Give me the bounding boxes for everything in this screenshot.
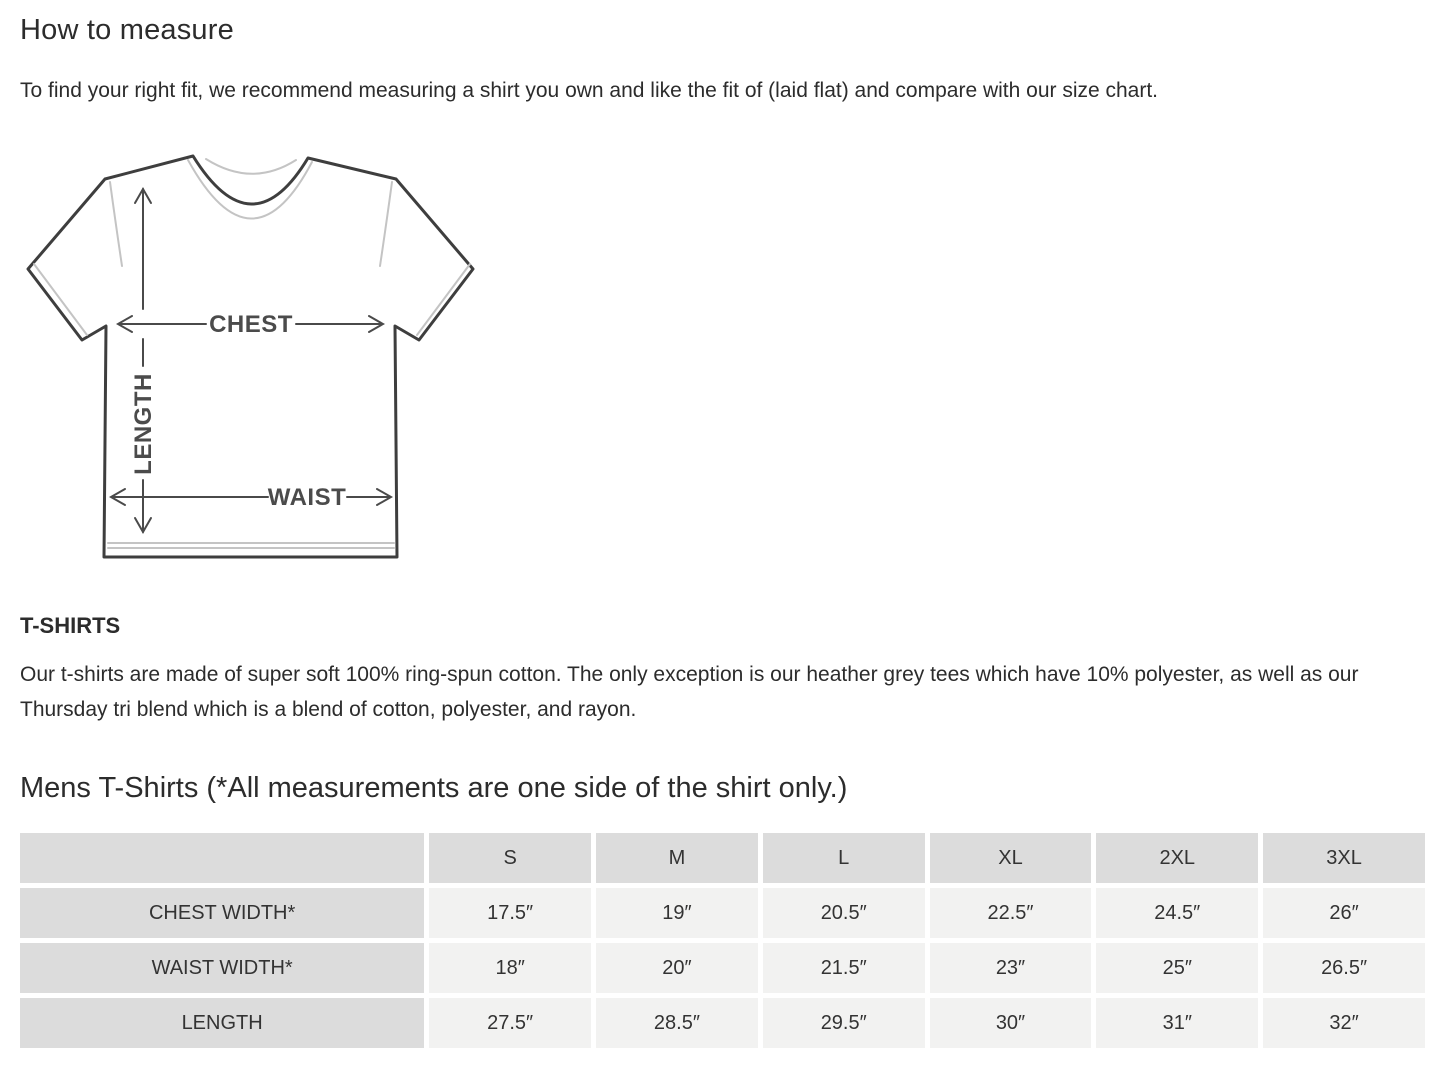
measurement-value-cell: 26″	[1263, 888, 1425, 938]
measurement-value-cell: 26.5″	[1263, 943, 1425, 993]
size-chart-wrapper	[15, 828, 1430, 1053]
measurement-row-label: WAIST WIDTH*	[20, 943, 424, 993]
measurement-value-cell: 28.5″	[596, 998, 758, 1048]
length-label: LENGTH	[130, 373, 157, 476]
collar-back-seam	[206, 159, 296, 174]
mens-tshirts-table-title: Mens T-Shirts (*All measurements are one side of the shirt only.)	[20, 772, 848, 805]
measurement-value-cell: 27.5″	[429, 998, 591, 1048]
measurement-row	[20, 998, 1425, 1048]
size-table-head-row	[20, 833, 1425, 883]
measurement-value-cell: 30″	[930, 998, 1092, 1048]
measurement-value-cell: 23″	[930, 943, 1092, 993]
tshirts-heading: T-SHIRTS	[20, 613, 121, 639]
size-column-header: L	[763, 833, 925, 883]
size-column-header: M	[596, 833, 758, 883]
measurement-value-cell: 18″	[429, 943, 591, 993]
measurement-value-cell: 20″	[596, 943, 758, 993]
measurement-row-label: CHEST WIDTH*	[20, 888, 424, 938]
measurement-value-cell: 20.5″	[763, 888, 925, 938]
page-title: How to measure	[20, 14, 234, 46]
measurement-value-cell: 29.5″	[763, 998, 925, 1048]
size-column-header: S	[429, 833, 591, 883]
measurement-value-cell: 19″	[596, 888, 758, 938]
measurement-row	[20, 888, 1425, 938]
tshirts-description: Our t-shirts are made of super soft 100% ring-spun cotton. The only exception is our heather grey tees which have 10% polyester, as well as our Thursday tri blend which is a blend of cotton, polyester, and rayon.	[20, 663, 1359, 722]
measurement-value-cell: 31″	[1096, 998, 1258, 1048]
chest-label: CHEST	[209, 311, 293, 339]
size-column-header: 3XL	[1263, 833, 1425, 883]
size-column-header: 2XL	[1096, 833, 1258, 883]
measurement-value-cell: 25″	[1096, 943, 1258, 993]
measurement-row-label: LENGTH	[20, 998, 424, 1048]
measurement-value-cell: 24.5″	[1096, 888, 1258, 938]
measurement-value-cell: 22.5″	[930, 888, 1092, 938]
waist-label: WAIST	[267, 484, 347, 512]
measurement-row	[20, 943, 1425, 993]
measurement-value-cell: 17.5″	[429, 888, 591, 938]
size-table-body	[20, 888, 1425, 1048]
table-corner-cell	[20, 833, 424, 883]
size-chart-table	[15, 828, 1430, 1053]
tshirt-diagram-svg	[20, 146, 500, 566]
intro-paragraph: To find your right fit, we recommend measuring a shirt you own and like the fit of (laid flat) and compare with our size chart.	[20, 79, 1159, 103]
size-column-header: XL	[930, 833, 1092, 883]
measurement-value-cell: 21.5″	[763, 943, 925, 993]
tshirt-measurement-diagram	[20, 146, 500, 571]
measurement-value-cell: 32″	[1263, 998, 1425, 1048]
